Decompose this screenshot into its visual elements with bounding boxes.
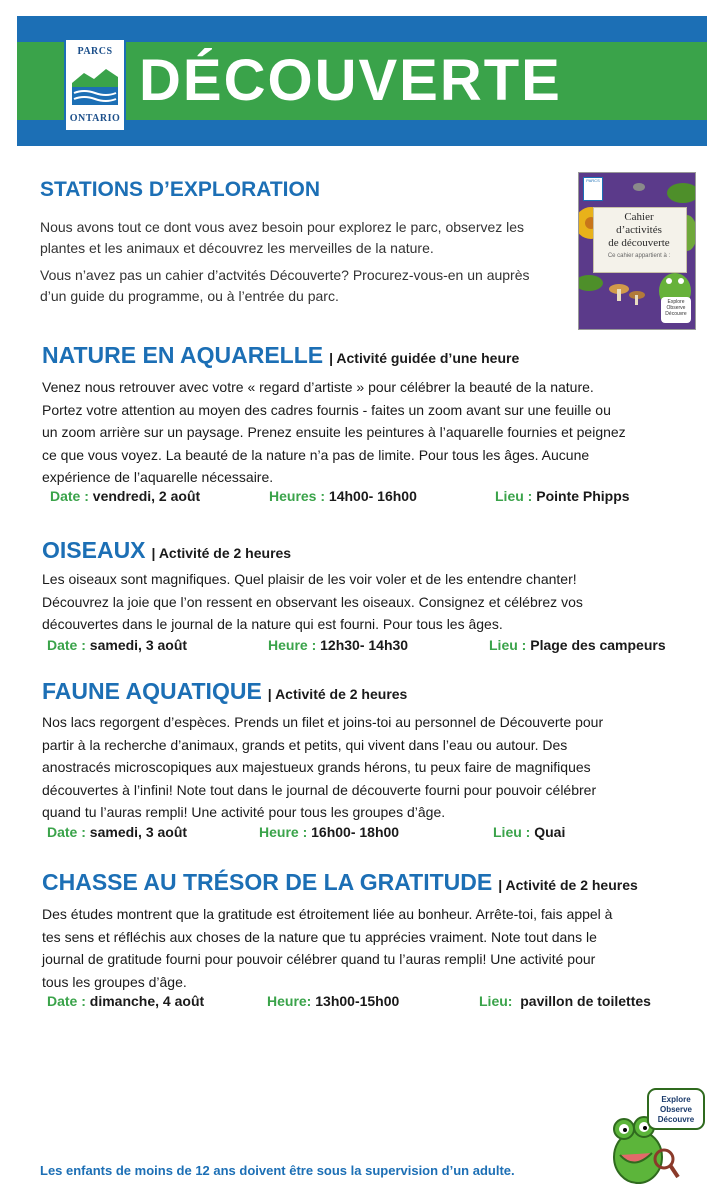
activity-book-cover xyxy=(578,172,696,330)
ontario-parks-logo xyxy=(64,38,126,132)
book-badge: PARCS xyxy=(583,177,603,201)
activity-2-heading xyxy=(42,537,291,564)
activity-1-title: NATURE EN AQUARELLE xyxy=(42,342,324,368)
activity-3-date: Date : samedi, 3 août xyxy=(47,824,188,840)
logo-top-text: PARCS xyxy=(77,46,113,57)
footer-supervision-note: Les enfants de moins de 12 ans doivent être sous la supervision d’un adulte. xyxy=(40,1163,515,1178)
header-banner xyxy=(17,16,707,146)
activity-1-time: Heures : 14h00- 16h00 xyxy=(269,488,417,504)
stations-p2-line2: d’un guide du programme, ou à l’entrée du parc. xyxy=(40,288,339,304)
logo-bottom-text: ONTARIO xyxy=(69,113,121,124)
activity-4-place: Lieu: pavillon de toilettes xyxy=(479,993,651,1009)
activity-3-heading xyxy=(42,678,407,705)
activity-4-subtitle: | Activité de 2 heures xyxy=(498,877,638,893)
activity-2-title: OISEAUX xyxy=(42,537,146,563)
stations-paragraph-2 xyxy=(40,265,560,307)
stations-p1-line2: plantes et les animaux et découvrez les merveilles de la nature. xyxy=(40,240,434,256)
book-title: Cahier d’activités de découverte xyxy=(608,211,670,249)
activity-2-date: Date : samedi, 3 août xyxy=(47,637,188,653)
activity-2-subtitle: | Activité de 2 heures xyxy=(151,545,292,561)
book-tag: Explore Observe Découvre xyxy=(661,297,691,323)
activity-4-heading xyxy=(42,869,638,896)
activity-4-title: CHASSE AU TRÉSOR DE LA GRATITUDE xyxy=(42,869,493,895)
activity-1-place: Lieu : Pointe Phipps xyxy=(495,488,630,504)
frog-sign-text: Explore Observe Découvre xyxy=(657,1095,695,1124)
activity-3-description: Nos lacs regorgent d’espèces. Prends un filet et joins-toi au personnel de Découverte pour partir à la recherche d’animaux, grands et petits, qui vivent dans l’eau ou autour. Des anostracés microscopiques aux majestueux grands hérons, tu peux faire de magnifiques découvertes à l’infini! Note tout dans le journal de découverte fourni pour pouvoir célébrer quand tu l’auras rempli! Une activité pour tous les groupes d’âge. xyxy=(42,714,604,820)
book-subtitle: Ce cahier appartient à : xyxy=(607,253,671,259)
activity-1-subtitle: | Activité guidée d’une heure xyxy=(329,350,520,366)
activity-4-description: Des études montrent que la gratitude est étroitement liée au bonheur. Arrête-toi, fais appel à tes sens et réfléchis aux choses de la nature que tu apprécies vraiment. Note tout dans le journal de gratitude fourni pour pouvoir célébrer quand tu l’auras rempli! Une activité pour tous les groupes d’âge. xyxy=(42,906,613,990)
activity-3-place: Lieu : Quai xyxy=(493,824,566,840)
activity-3-subtitle: | Activité de 2 heures xyxy=(267,686,408,702)
logo-landscape-icon xyxy=(72,65,118,105)
activity-3-title: FAUNE AQUATIQUE xyxy=(42,678,262,704)
stations-p1-line1: Nous avons tout ce dont vous avez besoin pour explorez le parc, observez les xyxy=(40,219,525,235)
stations-paragraph-1 xyxy=(40,217,560,259)
activity-4-date: Date : dimanche, 4 août xyxy=(47,993,205,1009)
frog-mascot xyxy=(606,1085,706,1190)
activity-3-time: Heure : 16h00- 18h00 xyxy=(259,824,400,840)
activity-2-place: Lieu : Plage des campeurs xyxy=(489,637,666,653)
activity-2-time: Heure : 12h30- 14h30 xyxy=(268,637,409,653)
stations-p2-line1: Vous n’avez pas un cahier d’actvités Découverte? Procurez-vous-en un auprès xyxy=(40,267,530,283)
activity-2-description: Les oiseaux sont magnifiques. Quel plaisir de les voir voler et de les entendre chanter! Découvrez la joie que l’on ressent en observant les oiseaux. Consignez et célébrez vos découvertes dans le journal de la nature qui est fourni. Pour tous les âges. xyxy=(42,571,583,632)
activity-1-date: Date : vendredi, 2 août xyxy=(50,488,201,504)
activity-1-heading xyxy=(42,342,519,369)
activity-4-time: Heure: 13h00-15h00 xyxy=(267,993,400,1009)
page-title: DÉCOUVERTE xyxy=(139,48,562,113)
stations-heading: STATIONS D’EXPLORATION xyxy=(40,178,321,201)
activity-1-description: Venez nous retrouver avec votre « regard d’artiste » pour célébrer la beauté de la nature. Portez votre attention au moyen des cadres fournis - faites un zoom avant sur une feuille ou un zoom arrière sur un paysage. Prenez ensuite les peintures à l’aquarelle fournies et peignez ce que vous voyez. La beauté de la nature n’a pas de limite. Pour tous les âges. Aucune expérience de l’aquarelle nécessaire. xyxy=(42,379,626,485)
